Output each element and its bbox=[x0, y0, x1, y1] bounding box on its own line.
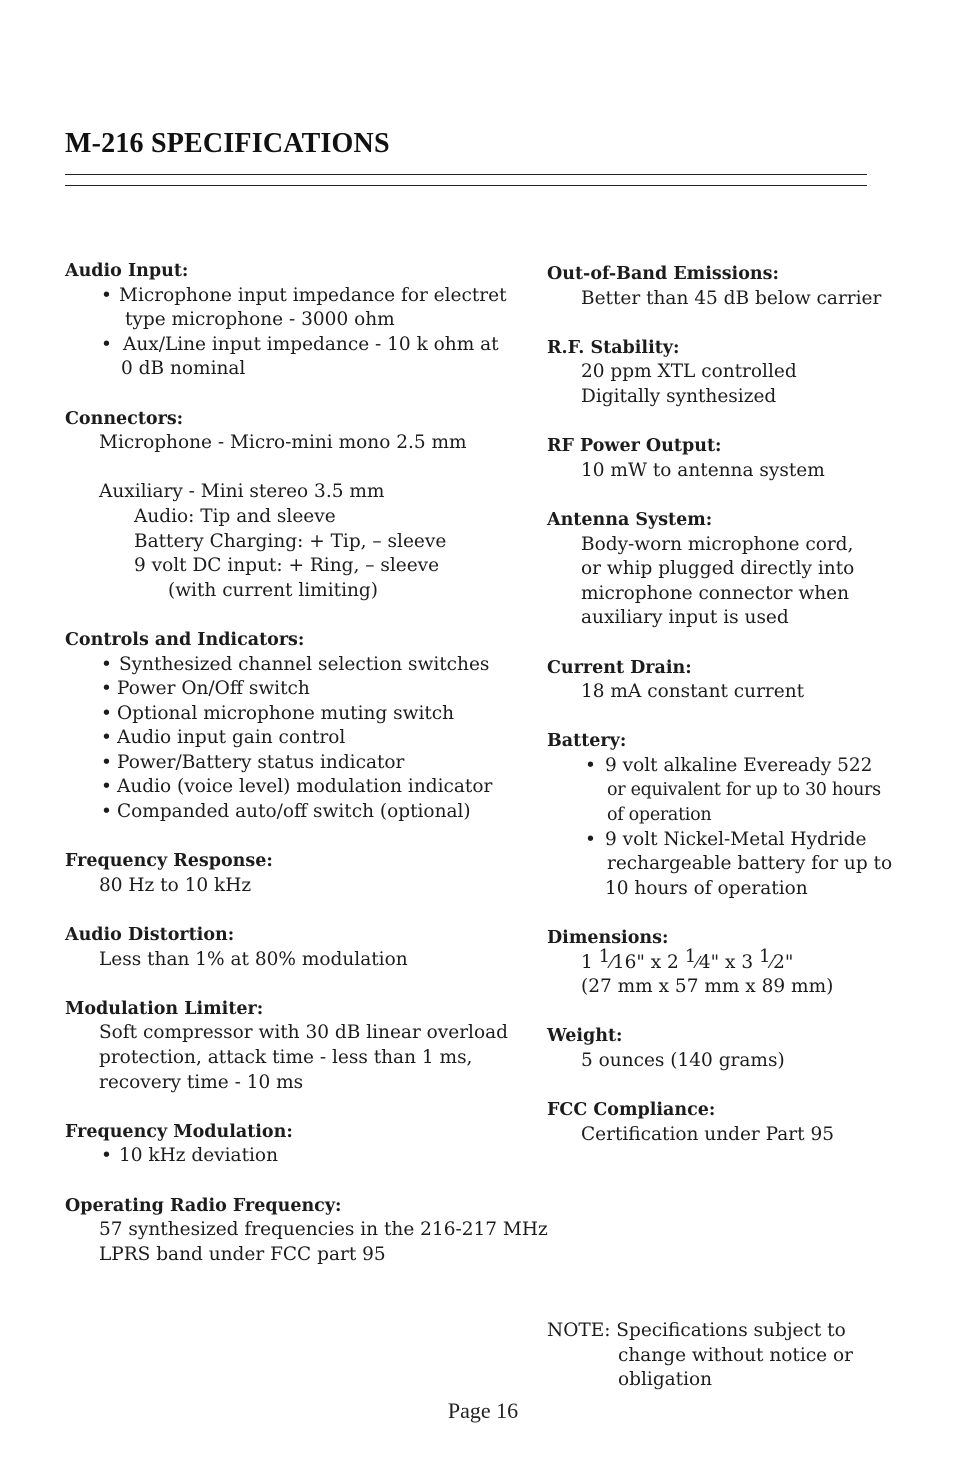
spec-current-drain bbox=[547, 656, 907, 705]
list-item: • Power/Battery status indicator bbox=[101, 751, 405, 773]
dimensions-fraction-line: 1 $^1$⁄16" x 2 $^1$⁄4" x 3 $^1$⁄2" bbox=[581, 945, 794, 973]
list-item: • Optional microphone muting switch bbox=[101, 702, 455, 724]
spec-line: auxiliary input is used bbox=[581, 607, 789, 629]
list-item: • Audio (voice level) modulation indicator bbox=[101, 776, 493, 798]
section-heading: Audio Input: bbox=[65, 261, 189, 281]
spec-line: Soft compressor with 30 dB linear overload bbox=[99, 1022, 508, 1044]
spec-frequency-response bbox=[65, 849, 535, 898]
spec-rf-stability bbox=[547, 336, 907, 410]
spec-line: 5 ounces (140 grams) bbox=[581, 1050, 785, 1071]
section-heading: RF Power Output: bbox=[547, 436, 722, 457]
spec-battery bbox=[547, 729, 907, 901]
spec-line: 20 ppm XTL controlled bbox=[581, 361, 797, 383]
spec-line: 18 mA constant current bbox=[581, 681, 805, 703]
spec-line: Certification under Part 95 bbox=[581, 1123, 835, 1145]
list-item: • Aux/Line input impedance - 10 k ohm at 0 dB nominal bbox=[101, 333, 499, 380]
spec-line: Less than 1% at 80% modulation bbox=[99, 948, 408, 970]
spec-line: Microphone - Micro-mini mono 2.5 mm bbox=[99, 432, 467, 454]
section-heading: Out-of-Band Emissions: bbox=[547, 264, 779, 284]
spec-dimensions bbox=[547, 926, 907, 1000]
section-heading: Dimensions: bbox=[547, 928, 669, 949]
left-spec-column bbox=[65, 259, 548, 1292]
spec-line: Digitally synthesized bbox=[581, 385, 777, 407]
list-item: • Synthesized channel selection switches bbox=[101, 653, 490, 675]
list-item: • 9 volt Nickel-Metal Hydride rechargeable battery for up to 10 hours of operation bbox=[585, 828, 893, 899]
spec-operating-radio-frequency bbox=[65, 1194, 548, 1268]
spec-line bbox=[65, 456, 535, 481]
list-item: • 10 kHz deviation bbox=[101, 1145, 278, 1167]
title-rule-bottom bbox=[65, 185, 867, 186]
spec-out-of-band-emissions bbox=[547, 262, 907, 311]
spec-line: 80 Hz to 10 kHz bbox=[99, 874, 252, 896]
spec-controls-indicators bbox=[65, 628, 535, 825]
section-heading: Current Drain: bbox=[547, 657, 692, 678]
spec-antenna-system bbox=[547, 508, 907, 631]
spec-line: Better than 45 dB below carrier bbox=[581, 287, 882, 309]
section-heading: R.F. Stability: bbox=[547, 337, 680, 358]
list-item: • Microphone input impedance for electret type microphone - 3000 ohm bbox=[101, 284, 507, 331]
spec-subline: (with current limiting) bbox=[168, 579, 378, 601]
right-spec-column bbox=[547, 262, 907, 1172]
spec-rf-power-output bbox=[547, 434, 907, 483]
spec-line: recovery time - 10 ms bbox=[99, 1071, 304, 1093]
list-item: • Audio input gain control bbox=[101, 727, 346, 749]
section-heading: FCC Compliance: bbox=[547, 1100, 716, 1121]
spec-modulation-limiter bbox=[65, 997, 535, 1095]
spec-audio-distortion bbox=[65, 923, 535, 972]
section-heading: Controls and Indicators: bbox=[65, 629, 305, 650]
spec-line: Auxiliary - Mini stereo 3.5 mm bbox=[99, 481, 385, 503]
section-heading: Modulation Limiter: bbox=[65, 998, 264, 1019]
section-heading: Antenna System: bbox=[547, 509, 713, 530]
spec-line: (27 mm x 57 mm x 89 mm) bbox=[581, 976, 834, 998]
spec-line: 57 synthesized frequencies in the 216-217 MHz bbox=[99, 1219, 548, 1241]
spec-line: or whip plugged directly into bbox=[581, 558, 855, 580]
section-heading: Frequency Modulation: bbox=[65, 1121, 293, 1142]
section-heading: Battery: bbox=[547, 731, 627, 752]
list-item: • Power On/Off switch bbox=[101, 678, 310, 700]
spec-subline: Battery Charging: + Tip, – sleeve bbox=[134, 530, 447, 552]
spec-subline: 9 volt DC input: + Ring, – sleeve bbox=[134, 555, 440, 577]
title-rule-top bbox=[65, 174, 867, 175]
specifications-note: NOTE: Specifications subject to change without notice or obligation bbox=[547, 1320, 853, 1391]
spec-line: protection, attack time - less than 1 ms, bbox=[99, 1047, 473, 1068]
spec-fcc-compliance bbox=[547, 1098, 907, 1147]
spec-connectors bbox=[65, 407, 535, 604]
list-item: • Companded auto/off switch (optional) bbox=[101, 801, 471, 823]
spec-line: Body-worn microphone cord, bbox=[581, 533, 854, 555]
page-title: M-216 SPECIFICATIONS bbox=[65, 128, 390, 159]
section-heading: Audio Distortion: bbox=[65, 925, 235, 946]
section-heading: Connectors: bbox=[65, 408, 184, 429]
spec-weight bbox=[547, 1024, 907, 1073]
list-item: • 9 volt alkaline Eveready 522 or equivalent for up to 30 hours of operation bbox=[585, 754, 881, 826]
spec-audio-input bbox=[65, 259, 535, 382]
section-heading: Operating Radio Frequency: bbox=[65, 1195, 342, 1216]
spec-subline: Audio: Tip and sleeve bbox=[134, 505, 336, 527]
spec-line: microphone connector when bbox=[581, 582, 849, 604]
spec-frequency-modulation bbox=[65, 1120, 535, 1169]
spec-line: 10 mW to antenna system bbox=[581, 459, 825, 481]
section-heading: Frequency Response: bbox=[65, 851, 273, 872]
spec-line: LPRS band under FCC part 95 bbox=[99, 1243, 386, 1265]
page-number: Page 16 bbox=[447, 1398, 519, 1423]
section-heading: Weight: bbox=[547, 1026, 623, 1047]
